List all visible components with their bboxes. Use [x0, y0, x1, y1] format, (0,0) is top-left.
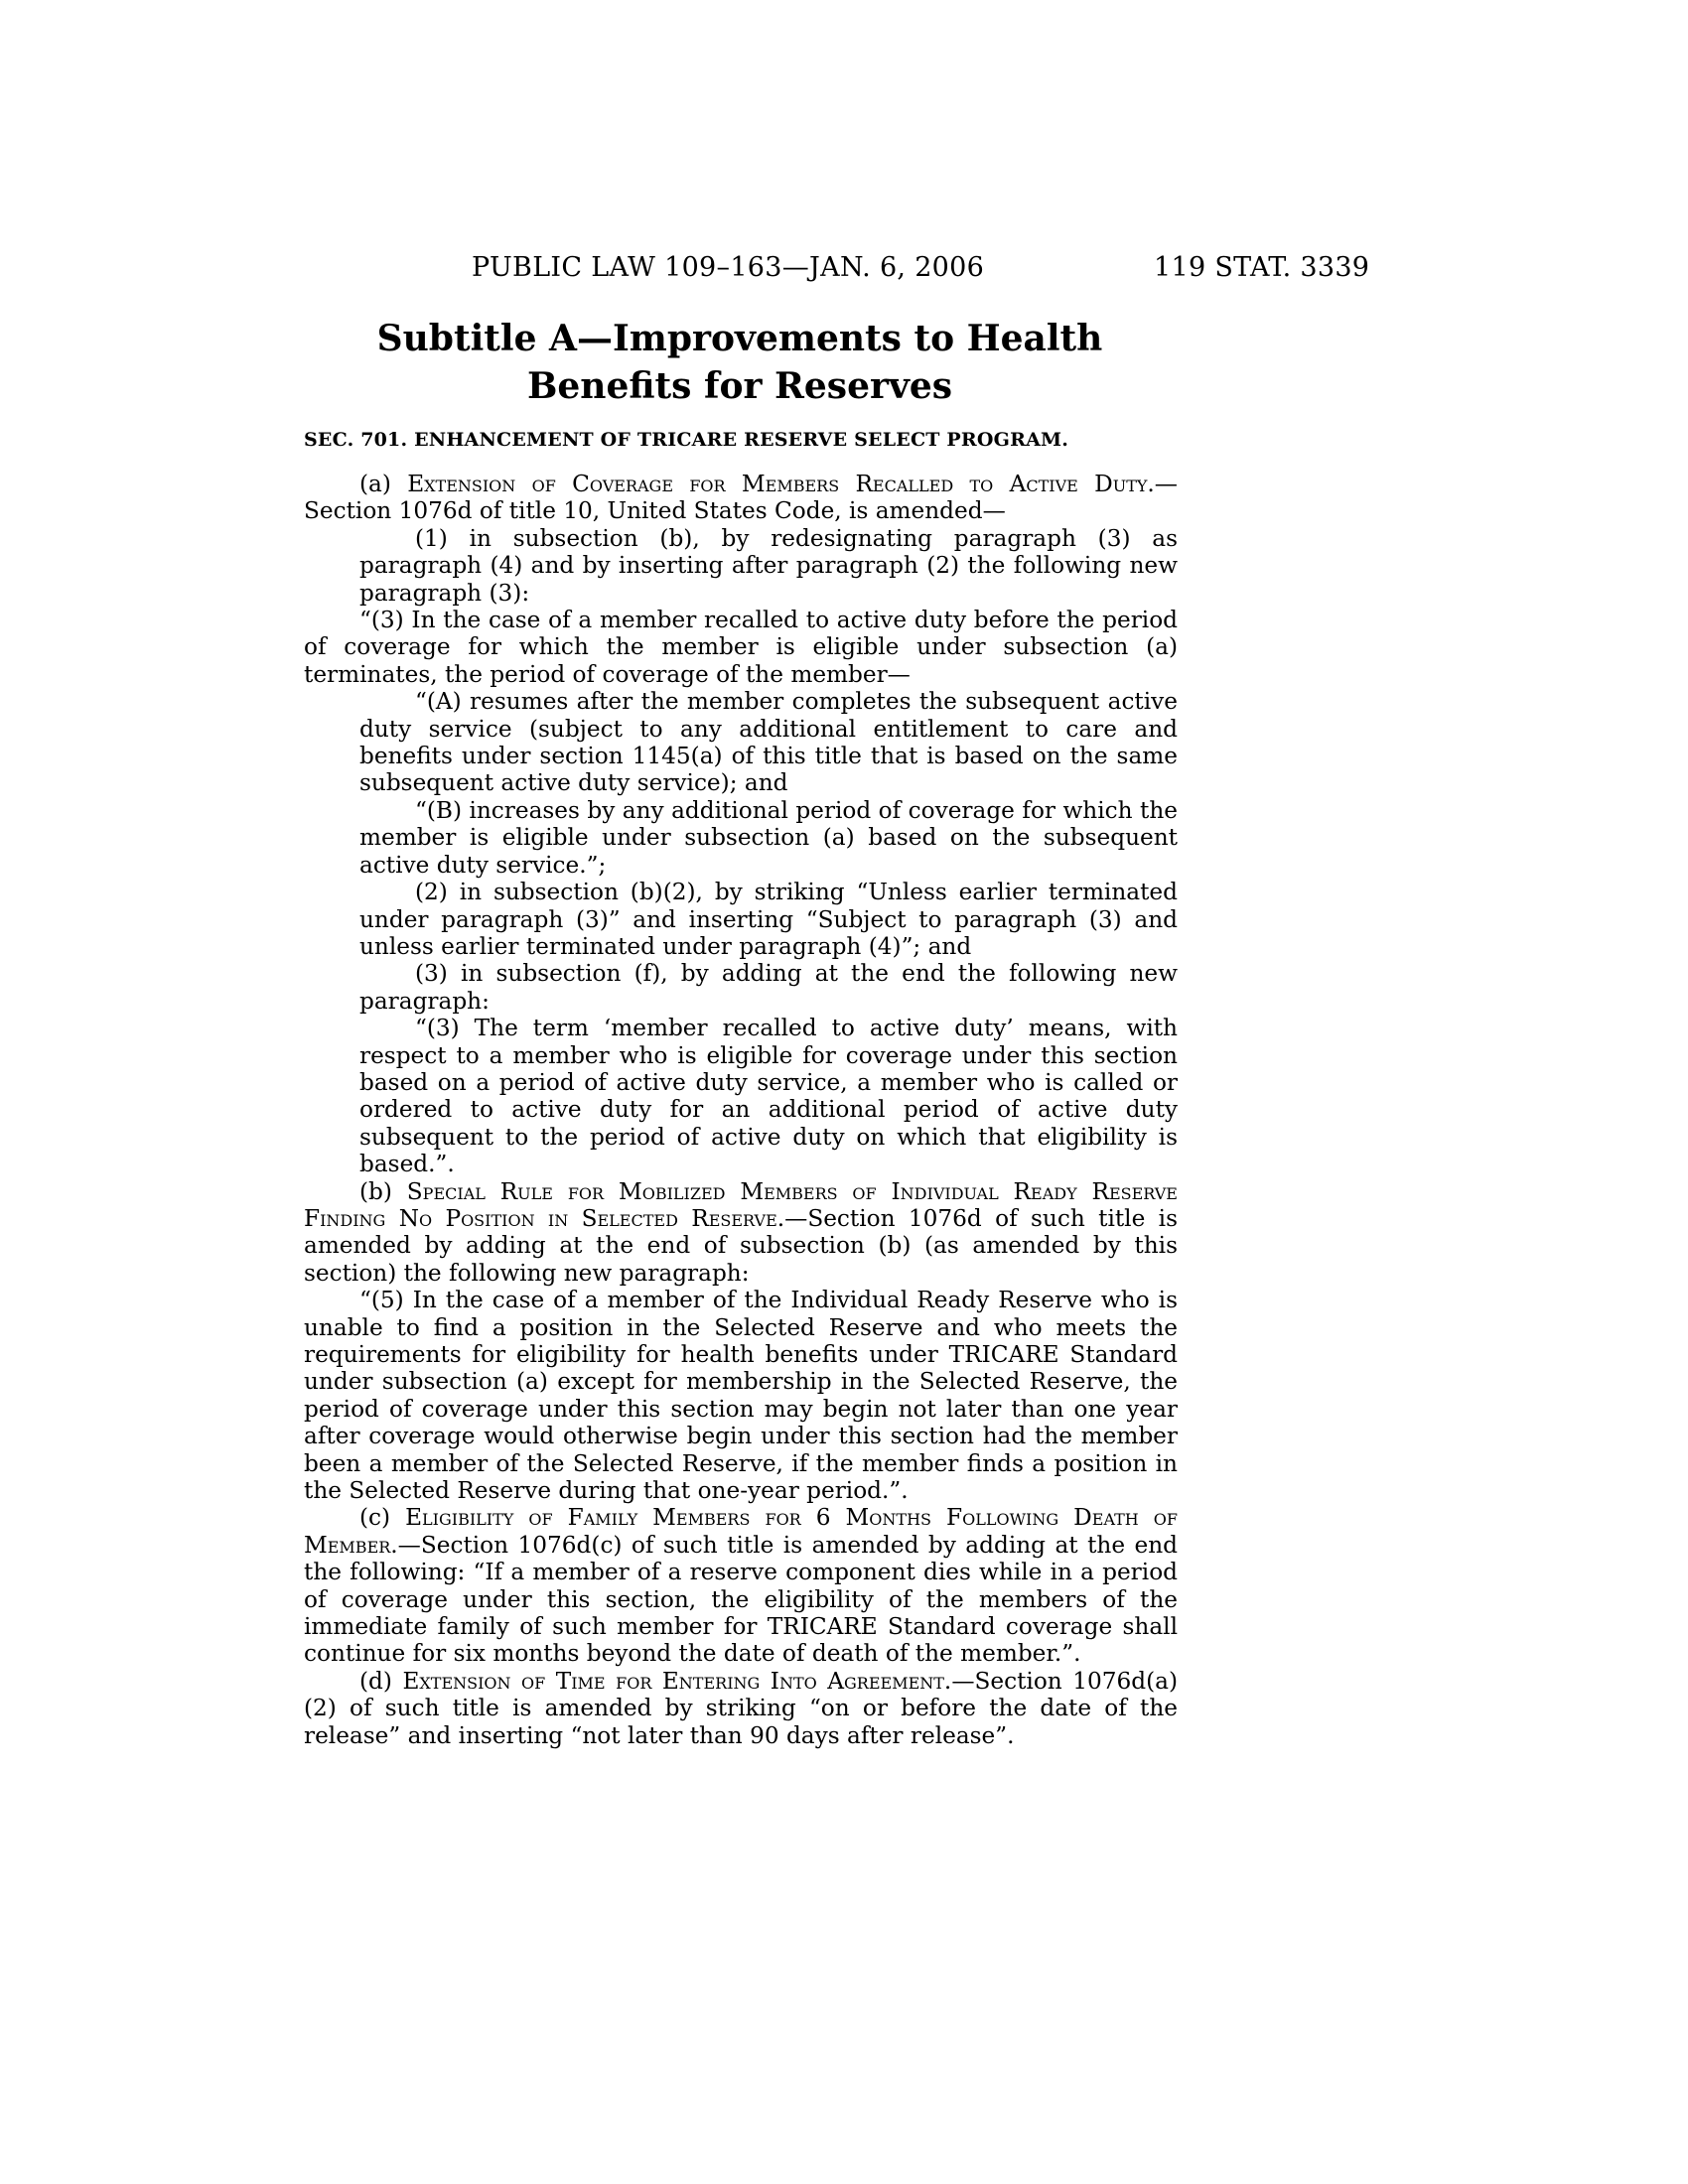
quoted-subparagraph-B: “(B) increases by any additional period of coverage for which the member is eligible under subsection (a) based on the subsequent active duty service.”; — [359, 796, 1178, 879]
subsection-b-heading: Special Rule for Mobilized Members of Individual Ready Reserve Finding No Position in Selected Reserve. — [304, 1177, 1178, 1232]
statute-page-number: 119 STAT. 3339 — [1154, 252, 1370, 283]
paragraph-a3: (3) in subsection (f), by adding at the end the following new paragraph: — [359, 960, 1178, 1015]
section-body — [304, 471, 1178, 1749]
running-head — [0, 252, 1688, 292]
subsection-c-heading: Eligibility of Family Members for 6 Months Following Death of Member. — [304, 1504, 1178, 1559]
subsection-c: (c) Eligibility of Family Members for 6 Months Following Death of Member.—Section 1076d(c) of such title is amended by adding at the end the following: “If a member of a reserve component dies while in a period of coverage under this section, the eligibility of the members of the immediate family of such member for TRICARE Standard coverage shall continue for six months beyond the date of death of the member.”. — [304, 1504, 1178, 1668]
subsection-d: (d) Extension of Time for Entering Into Agreement.—Section 1076d(a)(2) of such title is amended by striking “on or before the date of the release” and inserting “not later than 90 days after release”. — [304, 1667, 1178, 1749]
subtitle-line-1: Subtitle A—Improvements to Health — [376, 318, 1103, 359]
quoted-paragraph-5: “(5) In the case of a member of the Individual Ready Reserve who is unable to find a position in the Selected Reserve and who meets the requirements for eligibility for health benefits under TRICARE Standard under subsection (a) except for membership in the Selected Reserve, the period of coverage under this section may begin not later than one year after coverage would otherwise begin under this section had the member been a member of the Selected Reserve, if the member finds a position in the Selected Reserve during that one-year period.”. — [304, 1287, 1178, 1505]
subsection-d-heading: Extension of Time for Entering Into Agreement. — [402, 1667, 952, 1695]
subsection-a-heading: Extension of Coverage for Members Recalled to Active Duty. — [407, 471, 1155, 497]
quoted-subparagraph-A: “(A) resumes after the member completes the subsequent active duty service (subject to any additional entitlement to care and benefits under section 1145(a) of this title that is based on the same subsequent active duty service); and — [359, 688, 1178, 797]
paragraph-a1: (1) in subsection (b), by redesignating paragraph (3) as paragraph (4) and by inserting after paragraph (2) the following new paragraph (3): — [359, 524, 1178, 607]
subtitle-line-2: Benefits for Reserves — [526, 365, 953, 407]
paragraph-a2: (2) in subsection (b)(2), by striking “Unless earlier terminated under paragraph (3)” and inserting “Subject to paragraph (3) and unless earlier terminated under paragraph (4)”; and — [359, 879, 1178, 960]
subsection-a: (a) Extension of Coverage for Members Recalled to Active Duty.—Section 1076d of title 10, United States Code, is amended— — [304, 471, 1178, 525]
quoted-paragraph-3-definition: “(3) The term ‘member recalled to active duty’ means, with respect to a member who is eligible for coverage under this section based on a period of active duty service, a member who is called or ordered to active duty for an additional period of active duty subsequent to the period of active duty on which that eligibility is based.”. — [359, 1015, 1178, 1178]
section-heading: SEC. 701. ENHANCEMENT OF TRICARE RESERVE SELECT PROGRAM. — [304, 429, 1069, 451]
subsection-b: (b) Special Rule for Mobilized Members of Individual Ready Reserve Finding No Position in Selected Reserve.—Section 1076d of such title is amended by adding at the end of subsection (b) (as amended by this section) the following new paragraph: — [304, 1177, 1178, 1287]
subtitle-heading — [303, 315, 1177, 410]
quoted-paragraph-3: “(3) In the case of a member recalled to active duty before the period of coverage for which the member is eligible under subsection (a) terminates, the period of coverage of the member— — [304, 607, 1178, 688]
public-law-citation: PUBLIC LAW 109–163—JAN. 6, 2006 — [472, 252, 985, 283]
